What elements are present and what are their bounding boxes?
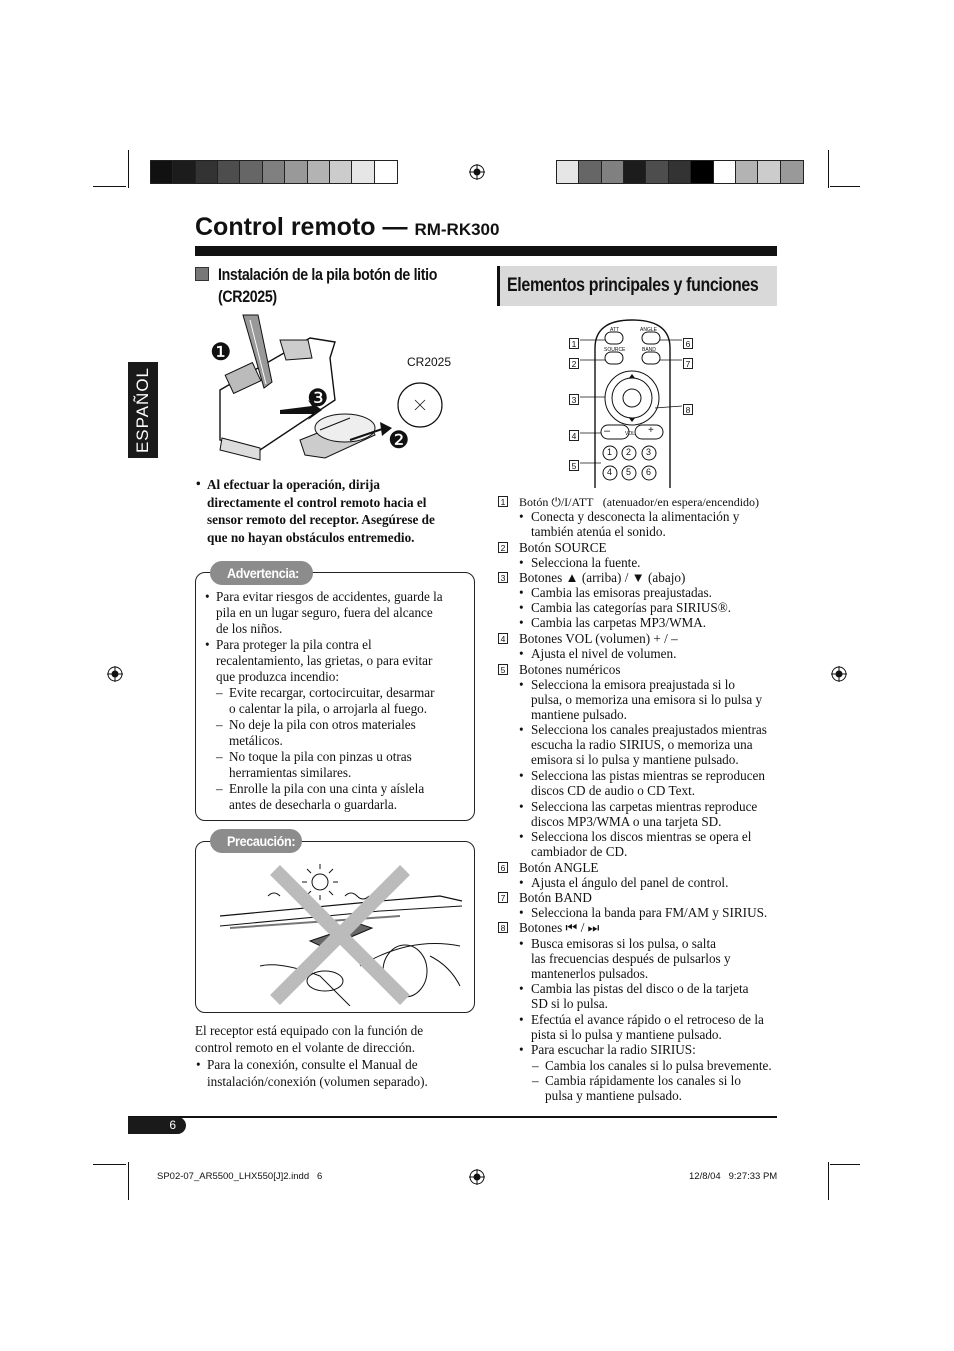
registration-mark-icon (469, 1169, 485, 1185)
item-5-text-4: Selecciona las carpetas mientras reproduce discos MP3/WMA o una tarjeta SD. (531, 799, 758, 830)
slug-date: 12/8/04 9:27:33 PM (689, 1171, 778, 1182)
remote-vol-label: VOL (625, 431, 636, 437)
callout-8: 8 (683, 401, 703, 419)
item-4-text: Ajusta el nivel de volumen. (531, 646, 677, 661)
battery-install-illustration (200, 310, 475, 470)
item-3-text-3: Cambia las carpetas MP3/WMA. (531, 615, 707, 630)
item-2-bullet: • (519, 555, 524, 570)
item-7-bullet: • (519, 905, 524, 920)
item-8-head: Botones ⏮ / ⏭ (519, 920, 600, 935)
warning-dash-3: – (216, 749, 223, 764)
warning-dash-4: – (216, 781, 223, 796)
remote-band-label: BAND (642, 347, 656, 353)
item-4-bullet: • (519, 646, 524, 661)
item-3-number: 3 (498, 570, 518, 585)
steering-remote-note: El receptor está equipado con la función de control remoto en el volante de dirección. (195, 1023, 424, 1055)
callout-1: 1 (569, 335, 589, 353)
page-number: 6 (128, 1117, 186, 1134)
item-5-text-3: Selecciona las pistas mientras se reproducen discos CD de audio o CD Text. (531, 768, 765, 799)
step-2-badge: ❷ (388, 428, 410, 454)
item-3-text-2: Cambia las categorías para SIRIUS®. (531, 600, 732, 615)
item-2-number: 2 (498, 540, 518, 555)
item-3-bullet: • (519, 600, 524, 615)
section-marker-icon (195, 267, 209, 281)
item-8-text-1: Busca emisoras si los pulsa, o salta las frecuencias después de pulsarlos y mantenerlos pulsados. (531, 936, 731, 982)
item-7-head: Botón BAND (519, 890, 592, 905)
remote-key-5: 5 (626, 467, 632, 477)
item-3-text-1: Cambia las emisoras preajustadas. (531, 585, 712, 600)
item-3-bullet: • (519, 615, 524, 630)
item-4-number: 4 (498, 631, 518, 646)
warning-bullet-1: • (205, 589, 210, 604)
language-tab-label: ESPAÑOL (133, 366, 152, 454)
remote-minus-label: – (604, 425, 611, 437)
registration-mark-icon (107, 666, 123, 682)
section-title-battery: Instalación de la pila botón de litio (CR2025) (218, 266, 438, 306)
warning-dash-text-2: No deje la pila con otros materiales metálicos. (229, 717, 416, 748)
step-1-badge: ❶ (210, 340, 232, 366)
callout-5: 5 (569, 457, 589, 475)
item-1-text: Conecta y desconecta la alimentación y también atenúa el sonido. (531, 509, 740, 540)
item-3-bullet: • (519, 585, 524, 600)
item-6-number: 6 (498, 860, 518, 875)
registration-mark-icon (831, 666, 847, 682)
item-7-number: 7 (498, 890, 518, 905)
callout-6: 6 (683, 335, 703, 353)
warning-dash-2: – (216, 717, 223, 732)
item-4-head: Botones VOL (volumen) + / – (519, 631, 678, 646)
item-2-head: Botón SOURCE (519, 540, 607, 555)
note-bullet: • (196, 476, 201, 491)
item-8-bullet: • (519, 936, 524, 951)
remote-angle-label: ANGLE (640, 327, 657, 333)
item-7-text: Selecciona la banda para FM/AM y SIRIUS. (531, 905, 768, 920)
remote-source-label: SOURCE (604, 347, 626, 353)
step-3-badge: ❸ (307, 386, 329, 412)
warning-dash-text-3: No toque la pila con pinzas u otras herramientas similares. (229, 749, 412, 780)
remote-plus-label: + (648, 425, 654, 436)
item-8-dash-text-1: Cambia los canales si lo pulsa brevemente. (545, 1058, 772, 1073)
callout-7: 7 (683, 355, 703, 373)
connection-text: Para la conexión, consulte el Manual de instalación/conexión (volumen separado). (207, 1057, 428, 1089)
remote-key-3: 3 (646, 447, 652, 457)
page-title: Control remoto — RM-RK300 (195, 213, 500, 241)
note-text: Al efectuar la operación, dirija directamente el control remoto hacia el sensor remoto del receptor. Asegúrese de que no hayan obstáculos entremedio. (207, 477, 435, 545)
item-5-text-1: Selecciona la emisora preajustada si lo pulsa, o memoriza una emisora si lo pulsa y mantiene pulsado. (531, 677, 763, 723)
item-5-bullet: • (519, 768, 524, 783)
color-bar-right (556, 160, 804, 184)
item-8-text-3: Efectúa el avance rápido o el retroceso de la pista si lo pulsa y mantiene pulsado. (531, 1012, 764, 1043)
item-5-number: 5 (498, 662, 518, 677)
warning-dash-text-4: Enrolle la pila con una cinta y aíslela antes de desecharla o guardarla. (229, 781, 425, 812)
item-8-dash: – (532, 1058, 539, 1073)
callout-2: 2 (569, 355, 589, 373)
item-8-text-4: Para escuchar la radio SIRIUS: (531, 1042, 696, 1057)
battery-label: CR2025 (407, 355, 452, 369)
item-5-text-5: Selecciona los discos mientras se opera el cambiador de CD. (531, 829, 752, 860)
model-name: RM-RK300 (414, 220, 500, 239)
callout-4: 4 (569, 427, 589, 445)
footer-rule (128, 1116, 777, 1118)
item-8-bullet: • (519, 1042, 524, 1057)
remote-key-4: 4 (607, 467, 613, 477)
item-8-dash-text-2: Cambia rápidamente los canales si lo pulsa y mantiene pulsado. (545, 1073, 741, 1104)
caution-label: Precaución: (210, 829, 302, 853)
prohibited-x-icon (265, 862, 415, 1007)
warning-dash-1: – (216, 685, 223, 700)
item-5-bullet: • (519, 677, 524, 692)
warning-text-1: Para evitar riesgos de accidentes, guarde la pila en un lugar seguro, fuera del alcance de los niños. (216, 589, 443, 636)
item-1-bullet: • (519, 509, 524, 524)
remote-key-2: 2 (626, 447, 632, 457)
item-8-bullet: • (519, 1012, 524, 1027)
remote-key-6: 6 (646, 467, 652, 477)
item-5-bullet: • (519, 799, 524, 814)
item-8-bullet: • (519, 981, 524, 996)
item-3-head: Botones ▲ (arriba) / ▼ (abajo) (519, 570, 686, 585)
item-8-dash: – (532, 1073, 539, 1088)
warning-dash-text-1: Evite recargar, cortocircuitar, desarmar o calentar la pila, o arrojarla al fuego. (229, 685, 435, 716)
remote-key-1: 1 (607, 447, 613, 457)
item-1-head: Botón ⏻/I/ATT (atenuador/en espera/encendido) (519, 495, 760, 509)
callout-3: 3 (569, 391, 589, 409)
item-5-text-2: Selecciona los canales preajustados mientras escucha la radio SIRIUS, o memoriza una emisora si lo pulsa y mantiene pulsado. (531, 722, 767, 768)
item-5-head: Botones numéricos (519, 662, 621, 677)
item-8-text-2: Cambia las pistas del disco o de la tarjeta SD si lo pulsa. (531, 981, 749, 1012)
item-6-text: Ajusta el ángulo del panel de control. (531, 875, 729, 890)
registration-mark-icon (469, 164, 485, 180)
item-2-text: Selecciona la fuente. (531, 555, 641, 570)
warning-label: Advertencia: (210, 561, 313, 585)
language-tab (128, 362, 158, 458)
color-bar-left (150, 160, 398, 184)
title-rule (195, 246, 777, 256)
slug-filename: SP02-07_AR5500_LHX550[J]2.indd 6 (157, 1171, 323, 1182)
item-1-number: 1 (498, 494, 518, 509)
item-5-bullet: • (519, 829, 524, 844)
warning-bullet-2: • (205, 637, 210, 652)
section-title-bar: Elementos principales y funciones (497, 266, 777, 306)
item-5-bullet: • (519, 722, 524, 737)
item-6-bullet: • (519, 875, 524, 890)
connection-bullet: • (196, 1057, 201, 1072)
item-8-number: 8 (498, 920, 518, 935)
remote-att-label: ATT (610, 327, 620, 333)
warning-text-2: Para proteger la pila contra el recalentamiento, las grietas, o para evitar que produzca incendio: (216, 637, 433, 684)
item-6-head: Botón ANGLE (519, 860, 599, 875)
